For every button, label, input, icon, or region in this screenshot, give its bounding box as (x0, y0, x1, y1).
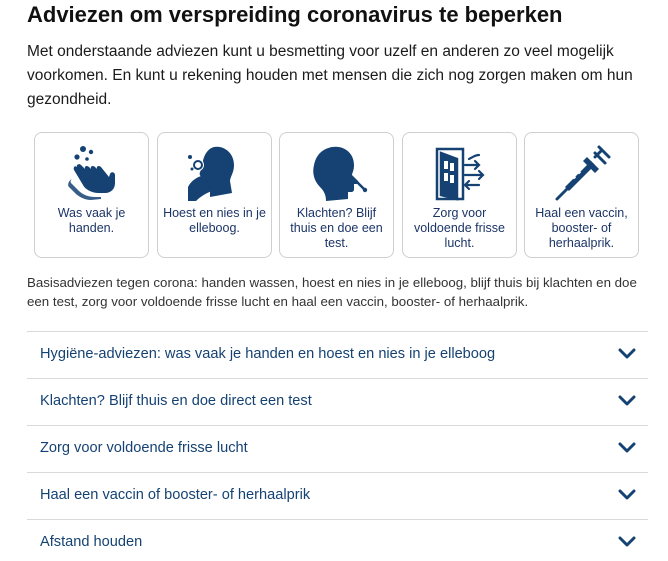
accordion-item-vaccine[interactable] (27, 472, 648, 519)
chevron-down-icon (618, 347, 636, 361)
chevron-down-icon (618, 535, 636, 549)
advice-cards (34, 132, 640, 258)
card-stay-home-test[interactable] (279, 132, 394, 258)
page-title: Adviezen om verspreiding coronavirus te beperken (27, 2, 563, 27)
vaccine-syringe-icon (525, 143, 638, 205)
accordion-item-label: Klachten? Blijf thuis en doe direct een test (40, 393, 312, 409)
card-cough-elbow[interactable] (157, 132, 272, 258)
accordion-item-label: Zorg voor voldoende frisse lucht (40, 440, 248, 456)
card-label: Zorg voor voldoende frisse lucht. (413, 206, 506, 250)
hand-washing-icon (35, 143, 148, 205)
chevron-down-icon (618, 488, 636, 502)
cards-caption: Basisadviezen tegen corona: handen wassen, hoest en nies in je elleboog, blijf thuis bij klachten en doe een test, zorg voor voldoende frisse lucht en haal een vaccin, booster- of herhaalprik. (27, 275, 637, 309)
intro-text: Met onderstaande adviezen kunt u besmetting voor uzelf en anderen zo veel mogelijk voorkomen. En kunt u rekening houden met mensen die zich nog zorgen maken om hun gezondheid. (27, 43, 633, 108)
accordion-item-label: Afstand houden (40, 534, 143, 550)
card-vaccine[interactable] (524, 132, 639, 258)
accordion-item-hygiene[interactable] (27, 331, 648, 378)
card-fresh-air[interactable] (402, 132, 517, 258)
accordion-item-label: Haal een vaccin of booster- of herhaalprik (40, 487, 311, 503)
card-hand-washing[interactable] (34, 132, 149, 258)
card-label: Klachten? Blijf thuis en doe een test. (290, 206, 383, 250)
cough-elbow-icon (158, 143, 271, 205)
card-label: Was vaak je handen. (57, 206, 126, 235)
accordion-item-label: Hygiëne-adviezen: was vaak je handen en hoest en nies in je elleboog (40, 346, 496, 362)
accordion-item-distance[interactable] (27, 519, 648, 561)
chevron-down-icon (618, 394, 636, 408)
accordion-item-fresh-air[interactable] (27, 425, 648, 472)
head-test-icon (280, 143, 393, 205)
advice-accordion (27, 331, 648, 561)
accordion-item-test[interactable] (27, 378, 648, 425)
fresh-air-window-icon (403, 143, 516, 205)
card-label: Haal een vaccin, booster- of herhaalprik. (535, 206, 628, 250)
card-label: Hoest en nies in je elleboog. (163, 206, 266, 235)
chevron-down-icon (618, 441, 636, 455)
